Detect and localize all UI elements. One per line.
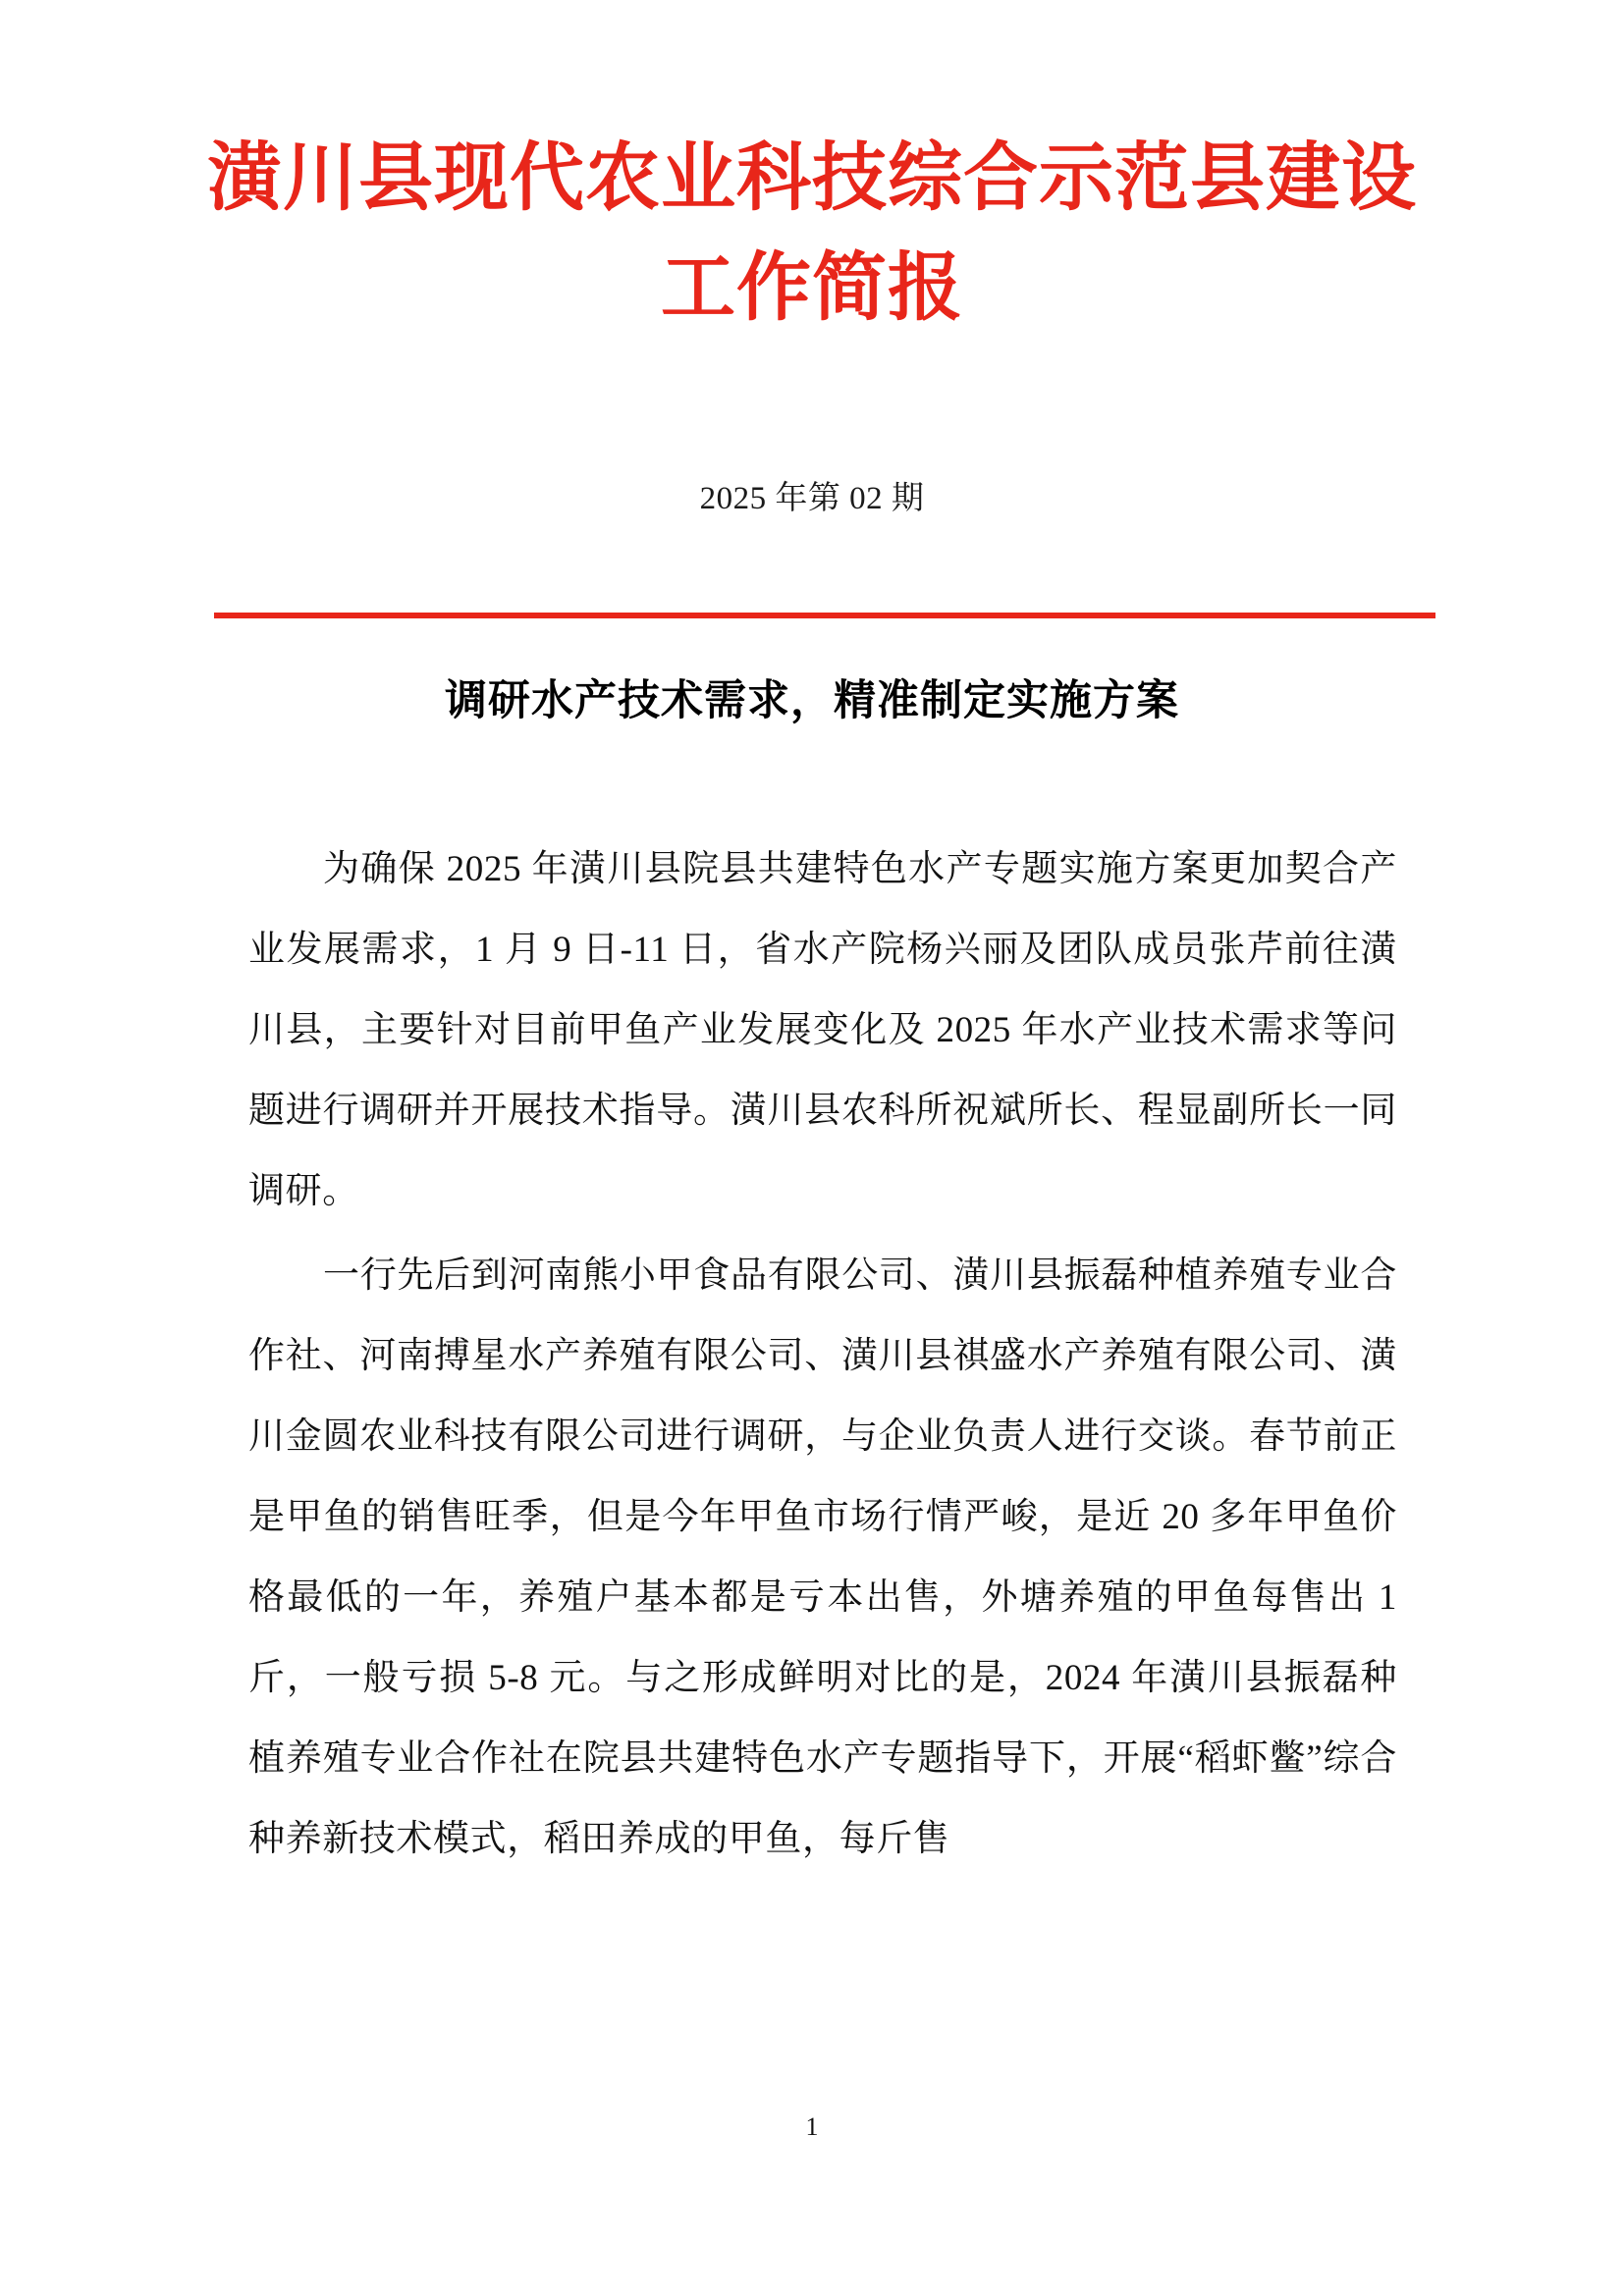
masthead xyxy=(0,124,1624,344)
page-number: 1 xyxy=(805,2112,819,2141)
article-title: 调研水产技术需求，精准制定实施方案 xyxy=(445,678,1179,724)
article-body xyxy=(248,829,1397,1884)
masthead-title-line-1: 潢川县现代农业科技综合示范县建设 xyxy=(207,137,1417,220)
article-paragraph: 一行先后到河南熊小甲食品有限公司、潢川县振磊种植养殖专业合作社、河南搏星水产养殖有限公司、潢川县祺盛水产养殖有限公司、潢川金圆农业科技有限公司进行调研，与企业负责人进行交谈。春节前正是甲鱼的销售旺季，但是今年甲鱼市场行情严峻，是近 20 多年甲鱼价格最低的一年，养殖户基本都是亏本出售，外塘养殖的甲鱼每售出 1 斤，一般亏损 5-8 元。与之形成鲜明对比的是，2024 年潢川县振磊种植养殖专业合作社在院县共建特色水产专题指导下，开展“稻虾鳖”综合种养新技术模式，稻田养成的甲鱼，每斤售 xyxy=(248,1255,1397,1859)
masthead-divider xyxy=(214,613,1435,618)
issue-number: 2025 年第 02 期 xyxy=(699,481,925,516)
article-paragraph: 为确保 2025 年潢川县院县共建特色水产专题实施方案更加契合产业发展需求，1 月 9 日-11 日，省水产院杨兴丽及团队成员张芹前往潢川县，主要针对目前甲鱼产业发展变化及 2025 年水产业技术需求等问题进行调研并开展技术指导。潢川县农科所祝斌所长、程显副所长一同调研。 xyxy=(248,849,1397,1211)
masthead-title-line-2: 工作简报 xyxy=(661,247,963,330)
